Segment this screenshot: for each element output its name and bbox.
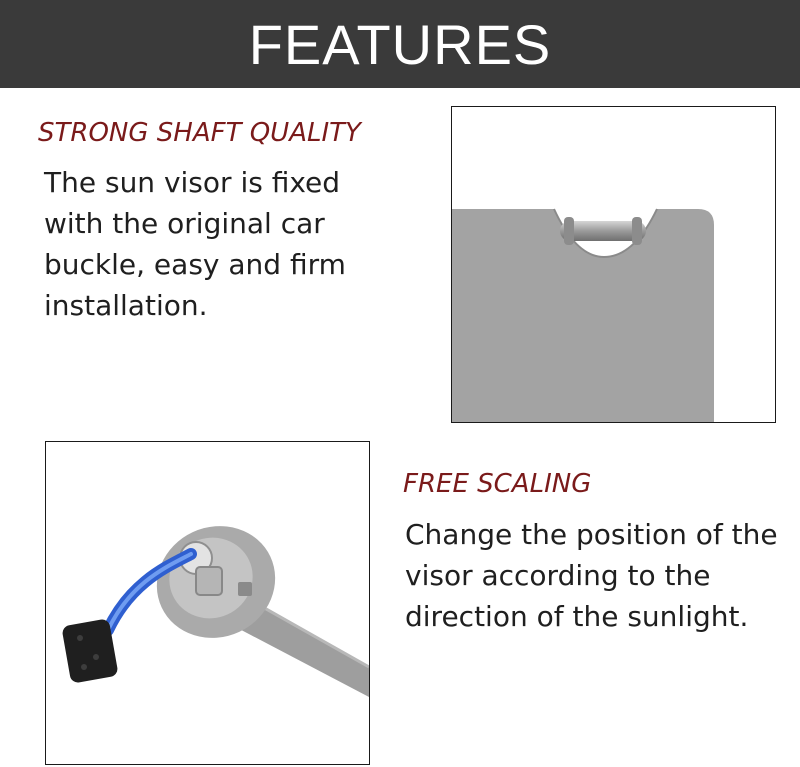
section-heading-shaft-quality: STRONG SHAFT QUALITY <box>38 118 361 148</box>
visor-arm-photo <box>45 441 370 765</box>
visor-arm-illustration <box>46 442 369 764</box>
visor-buckle-illustration <box>452 107 775 422</box>
visor-buckle-photo <box>451 106 776 423</box>
section-heading-free-scaling: FREE SCALING <box>403 469 592 499</box>
features-banner <box>0 0 800 88</box>
banner-title: FEATURES <box>248 12 552 76</box>
section-body-shaft-quality: The sun visor is fixed with the original car buckle, easy and firm installation. <box>44 166 346 322</box>
section-body-free-scaling: Change the position of the visor according to the direction of the sunlight. <box>405 518 778 633</box>
